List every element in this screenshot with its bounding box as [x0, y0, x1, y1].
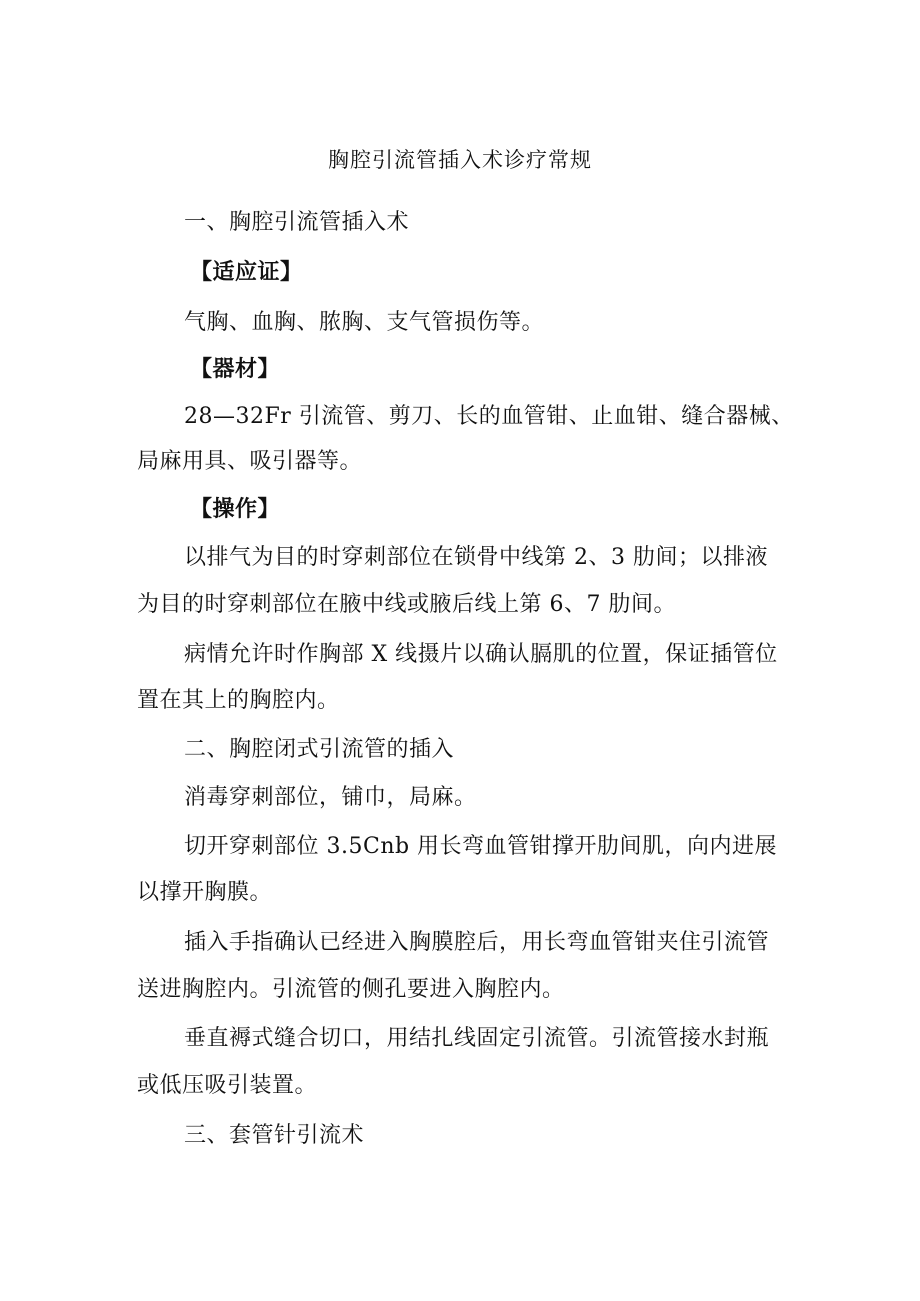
section-2-heading: 二、胸腔闭式引流管的插入	[184, 737, 455, 762]
step-4-line-1: 垂直褥式缝合切口，用结扎线固定引流管。引流管接水封瓶	[184, 1026, 770, 1051]
step-2-line-2: 以撑开胸膜。	[137, 880, 273, 905]
step-3-line-1: 插入手指确认已经进入胸膜腔后，用长弯血管钳夹住引流管	[184, 930, 770, 955]
step-2-line-1: 切开穿刺部位 3.5Cnb 用长弯血管钳撑开肋间肌，向内进展	[184, 834, 778, 859]
indications-text: 气胸、血胸、脓胸、支气管损伤等。	[184, 310, 545, 335]
indications-heading: 【适应证】	[190, 260, 303, 285]
operation-paragraph-1-line-1: 以排气为目的时穿刺部位在锁骨中线第 2、3 肋间；以排液	[184, 545, 768, 570]
step-1-text: 消毒穿刺部位，铺巾，局麻。	[184, 785, 477, 810]
step-4-line-2: 或低压吸引装置。	[137, 1073, 318, 1098]
operation-paragraph-1-line-2: 为目的时穿刺部位在腋中线或腋后线上第 6、7 肋间。	[137, 592, 676, 617]
operation-paragraph-2-line-1: 病情允许时作胸部 X 线摄片以确认膈肌的位置，保证插管位	[184, 642, 778, 667]
step-3-line-2: 送进胸腔内。引流管的侧孔要进入胸腔内。	[137, 977, 565, 1002]
page-title: 胸腔引流管插入术诊疗常规	[328, 148, 592, 172]
operation-heading: 【操作】	[190, 497, 281, 522]
equipment-heading: 【器材】	[190, 357, 281, 382]
section-1-heading: 一、胸腔引流管插入术	[184, 210, 410, 235]
equipment-text-line-1: 28—32Fr 引流管、剪刀、长的血管钳、止血钳、缝合器械、	[184, 404, 794, 429]
section-3-heading: 三、套管针引流术	[184, 1123, 365, 1148]
equipment-text-line-2: 局麻用具、吸引器等。	[137, 449, 363, 474]
operation-paragraph-2-line-2: 置在其上的胸腔内。	[137, 688, 340, 713]
